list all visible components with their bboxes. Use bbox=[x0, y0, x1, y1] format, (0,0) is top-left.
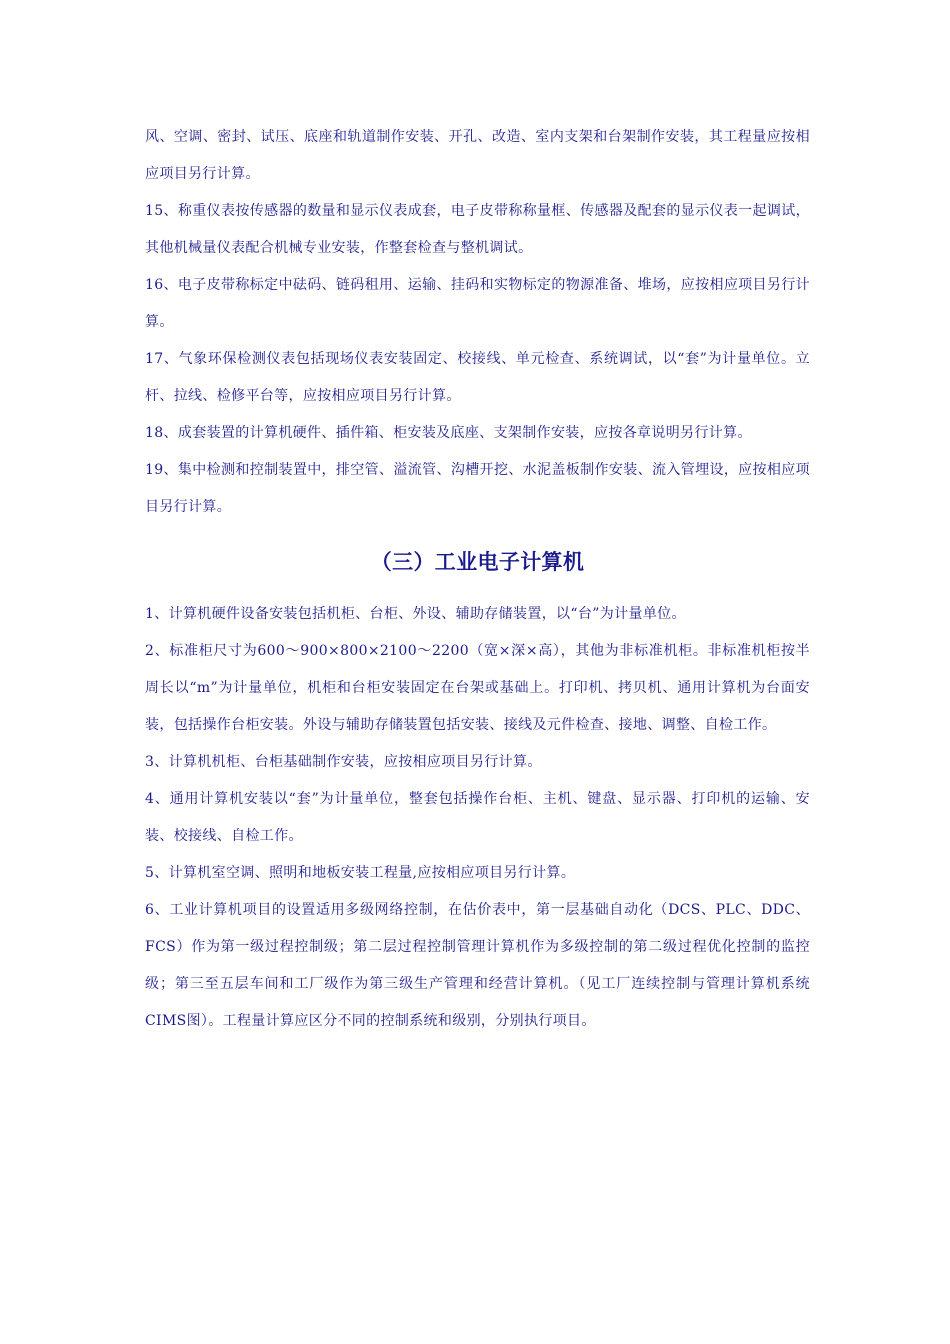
section-title: （三）工业电子计算机 bbox=[370, 549, 585, 574]
paragraph-item-18: 18、成套装置的计算机硬件、插件箱、柜安装及底座、支架制作安装，应按各章说明另行计算。 bbox=[145, 425, 752, 441]
paragraph-continuation: 风、空调、密封、试压、底座和轨道制作安装、开孔、改造、室内支架和台架制作安装，其工程量应按相应项目另行计算。 bbox=[145, 129, 810, 182]
paragraph-item-16: 16、电子皮带称标定中砝码、链码租用、运输、挂码和实物标定的物源准备、堆场，应按相应项目另行计算。 bbox=[145, 277, 810, 330]
paragraph-item-4: 4、通用计算机安装以“套”为计量单位，整套包括操作台柜、主机、键盘、显示器、打印机的运输、安装、校接线、自检工作。 bbox=[145, 791, 810, 844]
paragraph-item-6: 6、工业计算机项目的设置适用多级网络控制，在估价表中，第一层基础自动化（DCS、PLC、DDC、FCS）作为第一级过程控制级；第二层过程控制管理计算机作为多级控制的第二级过程优化控制的监控级；第三至五层车间和工厂级作为第三级生产管理和经营计算机。（见工厂连续控制与管理计算机系统CIMS图）。工程量计算应区分不同的控制系统和级别，分别执行项目。 bbox=[145, 902, 810, 1029]
paragraph-item-17: 17、气象环保检测仪表包括现场仪表安装固定、校接线、单元检查、系统调试，以“套”为计量单位。立杆、拉线、检修平台等，应按相应项目另行计算。 bbox=[145, 351, 810, 404]
paragraph-item-2: 2、标准柜尺寸为600～900×800×2100～2200（宽×深×高），其他为非标准机柜。非标准机柜按半周长以“m”为计量单位，机柜和台柜安装固定在台架或基础上。打印机、拷贝机、通用计算机为台面安装，包括操作台柜安装。外设与辅助存储装置包括安装、接线及元件检查、接地、调整、自检工作。 bbox=[145, 643, 810, 733]
section-spacer-bottom bbox=[145, 581, 810, 596]
paragraph-item-1: 1、计算机硬件设备安装包括机柜、台柜、外设、辅助存储装置，以“台”为计量单位。 bbox=[145, 606, 686, 622]
paragraph-item-19: 19、集中检测和控制装置中，排空管、溢流管、沟槽开挖、水泥盖板制作安装、流入管埋设，应按相应项目另行计算。 bbox=[145, 462, 810, 515]
paragraph-item-15: 15、称重仪表按传感器的数量和显示仪表成套，电子皮带称称量框、传感器及配套的显示仪表一起调试，其他机械量仪表配合机械专业安装，作整套检查与整机调试。 bbox=[145, 203, 810, 256]
section-spacer-top bbox=[145, 526, 810, 543]
paragraph-item-3: 3、计算机机柜、台柜基础制作安装，应按相应项目另行计算。 bbox=[145, 754, 542, 770]
paragraph-item-5: 5、计算机室空调、照明和地板安装工程量,应按相应项目另行计算。 bbox=[145, 865, 576, 881]
document-body bbox=[145, 119, 810, 1040]
